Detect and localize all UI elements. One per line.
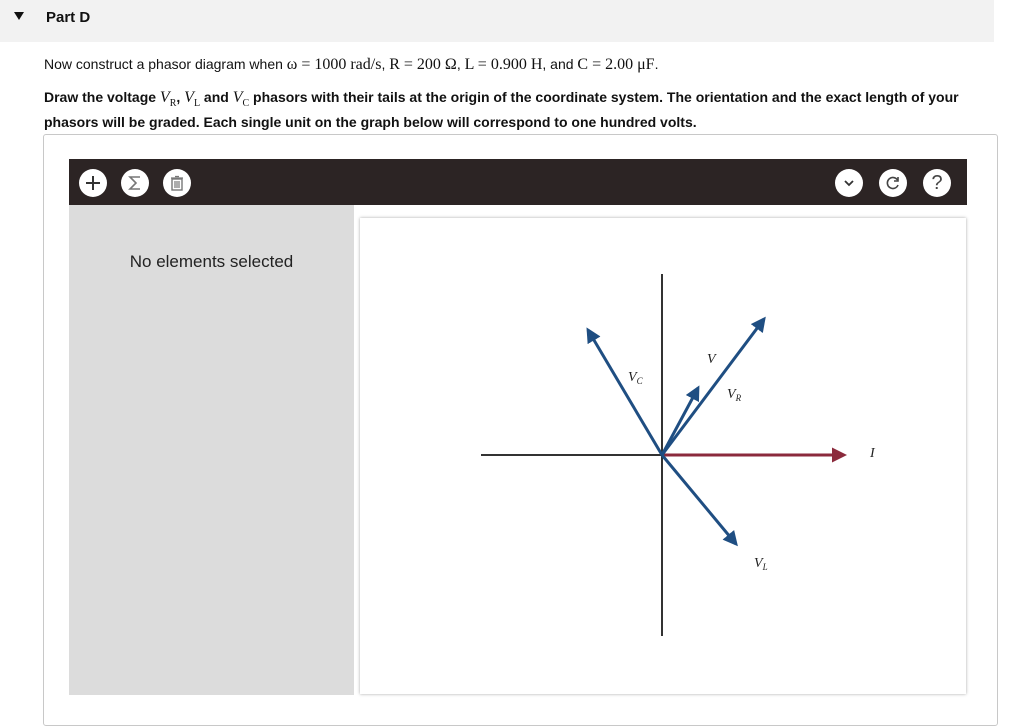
vr-label-main: V [727, 387, 736, 402]
vl-symbol [184, 89, 201, 110]
vl-label-sub: L [762, 562, 768, 572]
vr-main: V [159, 89, 170, 106]
prompt-sep: , [456, 56, 465, 72]
vr-label-sub: R [735, 393, 742, 403]
prompt-sep: , and [542, 56, 578, 72]
vr-phasor[interactable] [662, 319, 764, 455]
instructions-text: Draw the voltage [44, 89, 160, 105]
instructions [44, 88, 994, 131]
instructions-text: , [176, 89, 185, 105]
prompt-lead: Now construct a phasor diagram when [44, 56, 287, 72]
vl-main: V [184, 89, 194, 106]
part-header[interactable] [0, 0, 994, 42]
resistance-value: R = 200 Ω [389, 56, 457, 73]
plus-icon [84, 174, 102, 192]
add-vector-button[interactable] [79, 169, 107, 197]
properties-panel [69, 205, 354, 695]
capacitance-value: C = 2.00 μF [577, 56, 655, 73]
vc-sub: C [242, 98, 250, 110]
vc-label-sub: C [636, 376, 643, 386]
problem-statement [44, 56, 994, 74]
instructions-text: phasors with their tails at the origin of the coordinate system. The orientation and the exact length of your phasors will be graded. Each single unit on the graph below will correspond to one hundred volts. [44, 89, 959, 131]
vr-symbol [159, 89, 177, 110]
vc-label [628, 370, 644, 386]
sigma-icon [126, 174, 144, 192]
no-selection-message: No elements selected [129, 252, 294, 271]
v-total-phasor[interactable] [662, 388, 698, 455]
instructions-text: and [200, 89, 233, 105]
phasor-diagram[interactable] [360, 218, 966, 694]
delete-button[interactable] [163, 169, 191, 197]
chevron-down-icon [842, 176, 856, 190]
collapse-caret-icon[interactable] [14, 12, 24, 20]
dropdown-button[interactable] [835, 169, 863, 197]
vc-symbol [232, 89, 250, 110]
prompt-sep: . [654, 56, 659, 72]
trash-icon [168, 174, 186, 192]
vl-phasor[interactable] [662, 455, 736, 544]
current-label: I [870, 446, 875, 461]
vc-phasor[interactable] [588, 330, 662, 455]
help-button[interactable]: ? [923, 169, 951, 197]
omega-value: ω = 1000 rad/s [286, 56, 382, 73]
part-title: Part D [46, 9, 91, 26]
vl-label [754, 556, 768, 572]
v-total-label: V [707, 352, 716, 367]
vl-label-main: V [754, 556, 763, 571]
prompt-sep: , [381, 56, 390, 72]
vr-sub: R [169, 98, 177, 110]
reset-button[interactable] [879, 169, 907, 197]
inductance-value: L = 0.900 H [464, 56, 543, 73]
vc-label-main: V [628, 370, 637, 385]
reset-icon [884, 174, 902, 192]
vc-main: V [232, 89, 243, 106]
vr-label [727, 387, 742, 403]
phasor-canvas[interactable] [360, 218, 966, 694]
sum-vectors-button[interactable] [121, 169, 149, 197]
toolbar [69, 159, 967, 205]
vl-sub: L [193, 98, 201, 110]
